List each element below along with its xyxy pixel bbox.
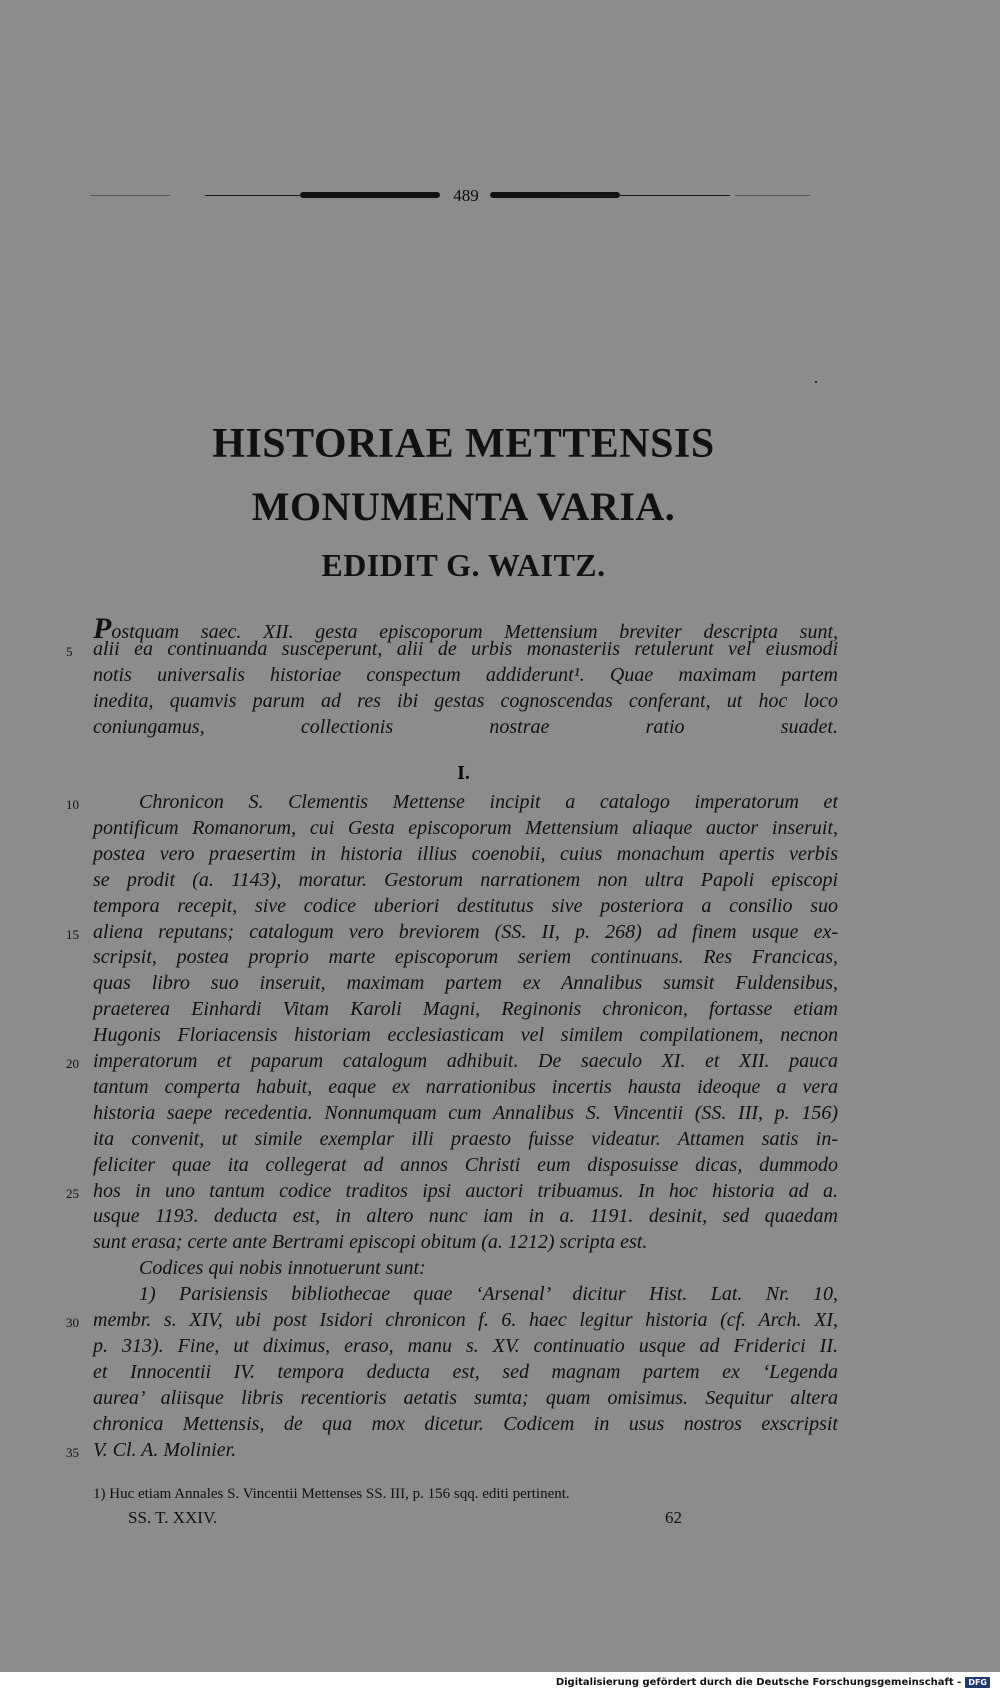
- line-text: et Innocentii IV. tempora deducta est, sed magnam partem ex ‘Legenda: [93, 1360, 838, 1383]
- section-line: [66, 1309, 838, 1335]
- section-heading: I.: [457, 762, 470, 784]
- section-line: [93, 1335, 838, 1361]
- line-text: se prodit (a. 1143), moratur. Gestorum narrationem non ultra Papoli episcopi: [93, 868, 838, 891]
- line-text: notis universalis historiae conspectum addiderunt¹. Quae maximam partem: [93, 663, 838, 686]
- section-line: [93, 1128, 838, 1154]
- page-header: [90, 183, 810, 209]
- section-line: [93, 1413, 838, 1439]
- section-line: [93, 1024, 838, 1050]
- line-text: chronica Mettensis, de qua mox dicetur. Codicem in usus nostros exscripsit: [93, 1412, 838, 1435]
- section-line: [93, 1205, 838, 1231]
- section-line: [93, 1361, 838, 1387]
- line-text: aliena reputans; catalogum vero breviorem (SS. II, p. 268) ad finem usque ex-: [93, 920, 838, 943]
- header-rule-right: [560, 195, 730, 196]
- line-text: hos in uno tantum codice traditos ipsi auctori tribuamus. In hoc historia ad a.: [93, 1179, 838, 1202]
- scan-speck: [815, 381, 817, 383]
- section-line: [93, 869, 838, 895]
- line-text: tantum comperta habuit, eaque ex narrationibus incertis hausta ideoque a vera: [93, 1075, 838, 1098]
- line-text: usque 1193. deducta est, in altero nunc iam in a. 1191. desinit, sed quaedam: [93, 1205, 838, 1228]
- dfg-logo: DFG: [965, 1677, 990, 1688]
- intro-line: [93, 612, 838, 645]
- intro-line: [93, 664, 838, 690]
- line-text: coniungamus, collectionis nostrae ratio suadet.: [93, 715, 838, 738]
- line-text: postea vero praesertim in historia illius coenobii, cuius monachum apertis verbis: [93, 842, 838, 865]
- section-line: [93, 998, 838, 1024]
- line-number: 25: [66, 1185, 79, 1201]
- line-text: membr. s. XIV, ubi post Isidori chronicon f. 6. haec legitur historia (cf. Arch. XI,: [93, 1309, 838, 1331]
- line-text: tempora recepit, sive codice uberiori destitutus sive posteriora a consilio suo: [93, 894, 838, 917]
- line-text: pontificum Romanorum, cui Gesta episcoporum Mettensium aliaque auctor inseruit,: [93, 816, 838, 839]
- signature-mark: SS. T. XXIV.: [128, 1508, 218, 1527]
- section-line: [66, 1179, 838, 1206]
- line-text: quas libro suo inseruit, maximam partem ex Annalibus sumsit Fuldensibus,: [93, 972, 838, 995]
- section-line: [93, 843, 838, 869]
- digitization-credit: [556, 1674, 990, 1690]
- line-number: 20: [66, 1056, 79, 1071]
- line-number: 10: [66, 797, 79, 812]
- line-text: imperatorum et paparum catalogum adhibuit. De saeculo XI. et XII. pauca: [93, 1050, 838, 1072]
- line-text: p. 313). Fine, ut diximus, eraso, manu s. XV. continuatio usque ad Friderici II.: [93, 1334, 838, 1357]
- line-text: ita convenit, ut simile exemplar illi praesto fuisse videatur. Attamen satis in-: [93, 1127, 838, 1150]
- line-text: historia saepe recedentia. Nonnumquam cum Annalibus S. Vincentii (SS. III, p. 156): [93, 1101, 838, 1124]
- section-line: [93, 1076, 838, 1102]
- section-line: [66, 1050, 838, 1076]
- line-number: 30: [66, 1315, 79, 1330]
- line-number: 35: [66, 1444, 79, 1460]
- section-line: [66, 1438, 838, 1465]
- section-line: [93, 1387, 838, 1413]
- intro-line: [93, 690, 838, 716]
- line-text: inedita, quamvis parum ad res ibi gestas cognoscendas conferant, ut hoc loco: [93, 689, 838, 712]
- line-text: Codices qui nobis innotuerunt sunt:: [139, 1257, 426, 1280]
- line-number: 5: [66, 643, 73, 659]
- header-rule-left-faint: [90, 195, 170, 196]
- line-text: 1) Parisiensis bibliothecae quae ‘Arsenal’ dicitur Hist. Lat. Nr. 10,: [139, 1283, 838, 1306]
- line-text: aurea’ aliisque libris recentioris aetatis sumta; quam omisimus. Sequitur altera: [93, 1386, 838, 1409]
- footnote: 1) Huc etiam Annales S. Vincentii Mettenses SS. III, p. 156 sqq. editi pertinent.: [93, 1486, 570, 1502]
- line-text: V. Cl. A. Molinier.: [93, 1438, 237, 1461]
- line-number: 15: [66, 926, 79, 942]
- title-line-1: HISTORIAE METTENSIS: [212, 421, 715, 467]
- title-editor: EDIDIT G. WAITZ.: [321, 547, 606, 583]
- section-line: [66, 920, 838, 947]
- section-line: [93, 946, 838, 972]
- intro-line: [66, 637, 838, 664]
- section-line: [66, 791, 838, 817]
- line-text: alii ea continuanda susceperunt, alii de urbis monasteriis retulerunt vel eiusmodi: [93, 637, 838, 660]
- section-line: [93, 1154, 838, 1180]
- line-text: ostquam saec. XII. gesta episcoporum Mettensium breviter descripta sunt,: [111, 621, 838, 643]
- section-line: [93, 1102, 838, 1128]
- header-rule-left-thick: [300, 192, 440, 198]
- section-line: [93, 895, 838, 921]
- section-line: [93, 1257, 838, 1283]
- drop-cap: P: [93, 612, 112, 645]
- line-text: Chronicon S. Clementis Mettense incipit a catalogo imperatorum et: [139, 791, 838, 813]
- page-number: 489: [453, 186, 479, 205]
- section-line: [93, 1283, 838, 1309]
- intro-line: [93, 716, 838, 742]
- section-line: [93, 1231, 838, 1257]
- line-text: Hugonis Floriacensis historiam ecclesiasticam vel similem compilationem, necnon: [93, 1024, 838, 1047]
- line-text: feliciter quae ita collegerat ad annos Christi eum disposuisse dicas, dummodo: [93, 1153, 838, 1176]
- signature-number: 62: [665, 1508, 682, 1527]
- title-line-2: MONUMENTA VARIA.: [251, 484, 676, 529]
- credit-text: Digitalisierung gefördert durch die Deutsche Forschungsgemeinschaft -: [555, 1676, 962, 1688]
- section-line: [93, 817, 838, 843]
- header-rule-right-faint: [735, 195, 810, 196]
- section-line: [93, 972, 838, 998]
- line-text: sunt erasa; certe ante Bertrami episcopi obitum (a. 1212) scripta est.: [93, 1231, 648, 1254]
- line-text: scripsit, postea proprio marte episcoporum seriem continuans. Res Francicas,: [93, 946, 838, 969]
- line-text: praeterea Einhardi Vitam Karoli Magni, Reginonis chronicon, fortasse etiam: [93, 998, 838, 1021]
